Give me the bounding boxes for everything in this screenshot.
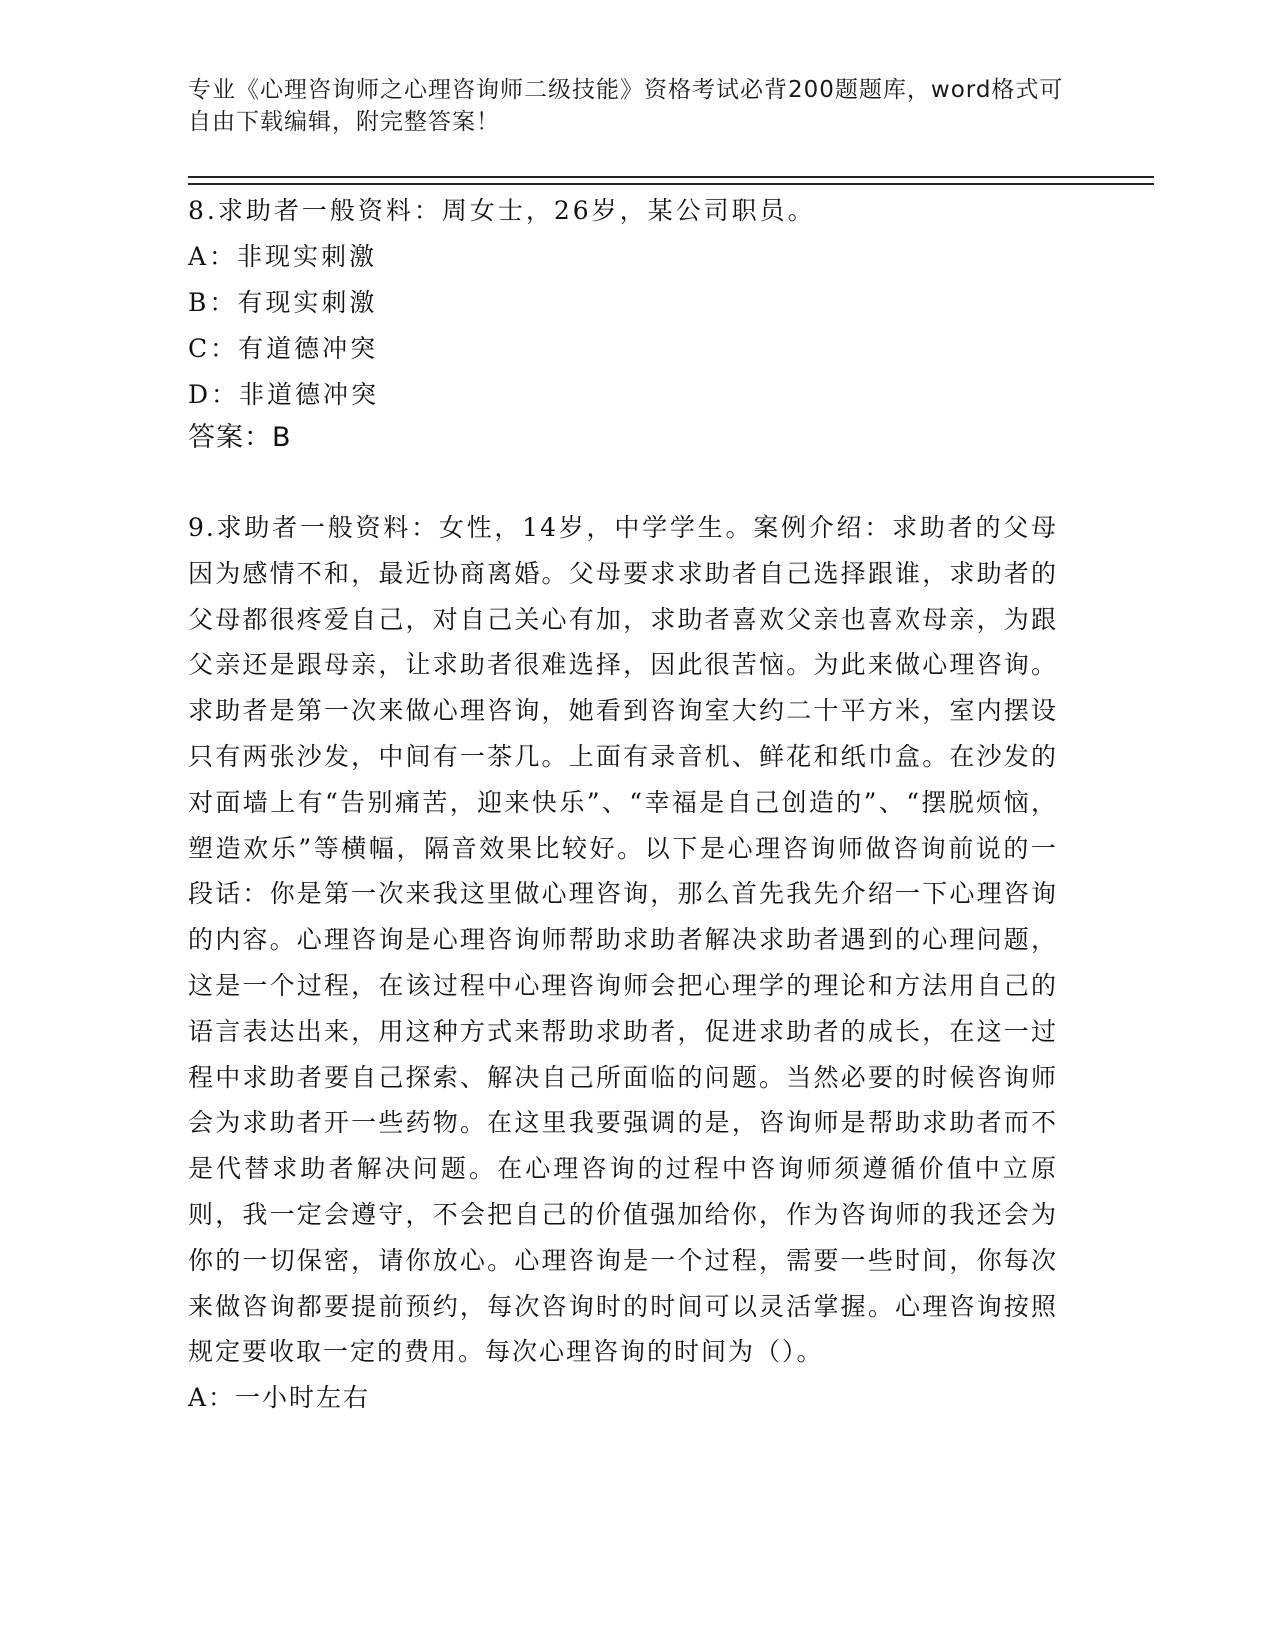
- question-8-option-d: D：非道德冲突: [188, 380, 380, 409]
- question-8-answer: 答案：B: [188, 422, 292, 453]
- question-8-option-c: C：有道德冲突: [188, 334, 379, 363]
- question-8: [188, 188, 1068, 418]
- question-9: [188, 505, 1058, 1421]
- question-9-stem: 9.求助者一般资料：女性，14岁，中学学生。案例介绍：求助者的父母因为感情不和，最近协商离婚。父母要求求助者自己选择跟谁，求助者的父母都很疼爱自己，对自己关心有加，求助者喜欢父亲也喜欢母亲，为跟父亲还是跟母亲，让求助者很难选择，因此很苦恼。为此来做心理咨询。求助者是第一次来做心理咨询，她看到咨询室大约二十平方米，室内摆设只有两张沙发，中间有一茶几。上面有录音机、鲜花和纸巾盒。在沙发的对面墙上有“告别痛苦，迎来快乐”、“幸福是自己创造的”、“摆脱烦恼，塑造欢乐”等横幅，隔音效果比较好。以下是心理咨询师做咨询前说的一段话：你是第一次来我这里做心理咨询，那么首先我先介绍一下心理咨询的内容。心理咨询是心理咨询师帮助求助者解决求助者遇到的心理问题，这是一个过程，在该过程中心理咨询师会把心理学的理论和方法用自己的语言表达出来，用这种方式来帮助求助者，促进求助者的成长，在这一过程中求助者要自己探索、解决自己所面临的问题。当然必要的时候咨询师会为求助者开一些药物。在这里我要强调的是，咨询师是帮助求助者而不是代替求助者解决问题。在心理咨询的过程中咨询师须遵循价值中立原则，我一定会遵守，不会把自己的价值强加给你，作为咨询师的我还会为你的一切保密，请你放心。心理咨询是一个过程，需要一些时间，你每次来做咨询都要提前预约，每次咨询时的时间可以灵活掌握。心理咨询按照规定要收取一定的费用。每次心理咨询的时间为（）。: [188, 513, 1058, 1367]
- question-8-option-b: B：有现实刺激: [188, 288, 378, 317]
- question-8-stem: 8.求助者一般资料：周女士，26岁，某公司职员。: [188, 196, 816, 225]
- header-rule-bottom: [188, 183, 1154, 185]
- document-header: 专业《心理咨询师之心理咨询师二级技能》资格考试必背200题题库，word格式可自由下载编辑，附完整答案！: [188, 77, 1064, 135]
- question-8-option-a: A：非现实刺激: [188, 242, 378, 271]
- question-9-option-a: A：一小时左右: [188, 1383, 371, 1413]
- header-rule-top: [188, 176, 1154, 178]
